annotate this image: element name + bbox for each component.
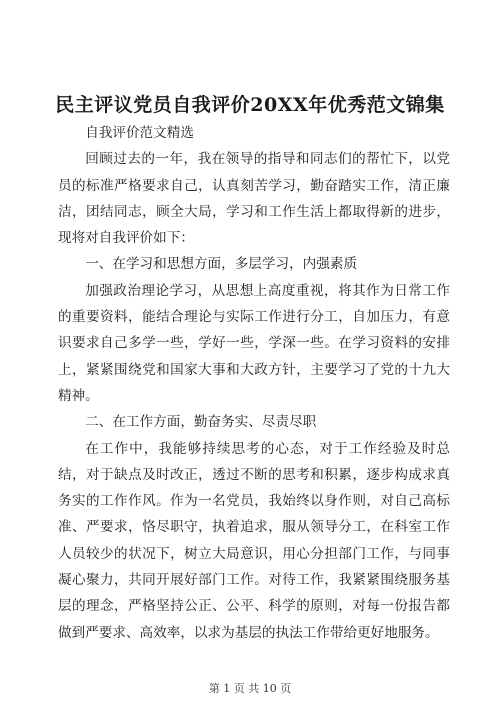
work-paragraph: 在工作中，我能够持续思考的心态，对于工作经验及时总结，对于缺点及时改正，透过不断的思考和积累，逐步构成求真务实的工作作风。作为一名党员，我始终以身作则，对自己高标准、严要求，恪尽职守，执着追求，服从领导分工，在科室工作人员较少的状况下，树立大局意识，用心分担部门工作，与同事凝心聚力，共同开展好部门工作。对待工作，我紧紧围绕服务基层的理念，严格坚持公正、公平、科学的原则，对每一份报告都做到严要求、高效率，以求为基层的执法工作带给更好地服务。: [58, 440, 450, 641]
subtitle-paragraph: 自我评价范文精选: [85, 125, 194, 141]
intro-paragraph: 回顾过去的一年，我在领导的指导和同志们的帮忙下，以党员的标准严格要求自己，认真刻苦学习，勤奋踏实工作，清正廉洁，团结同志，顾全大局，学习和工作生活上都取得新的进步，现将对自我评价如下：: [58, 151, 450, 247]
section-heading-work: 二、在工作方面，勤奋务实、尽责尽职: [85, 414, 317, 431]
section-heading-study: 一、在学习和思想方面，多层学习，内强素质: [85, 256, 358, 273]
page-footer: 第 1 页 共 10 页: [208, 682, 292, 695]
document-title: 民主评议党员自我评价20XX年优秀范文锦集: [55, 94, 445, 116]
document-body: [58, 120, 450, 646]
study-paragraph: 加强政治理论学习，从思想上高度重视，将其作为日常工作的重要资料，能结合理论与实际工作进行分工，自加压力，有意识要求自己多学一些，学好一些，学深一些。在学习资料的安排上，紧紧围绕党和国家大事和大政方针，主要学习了党的十九大精神。: [58, 282, 450, 404]
